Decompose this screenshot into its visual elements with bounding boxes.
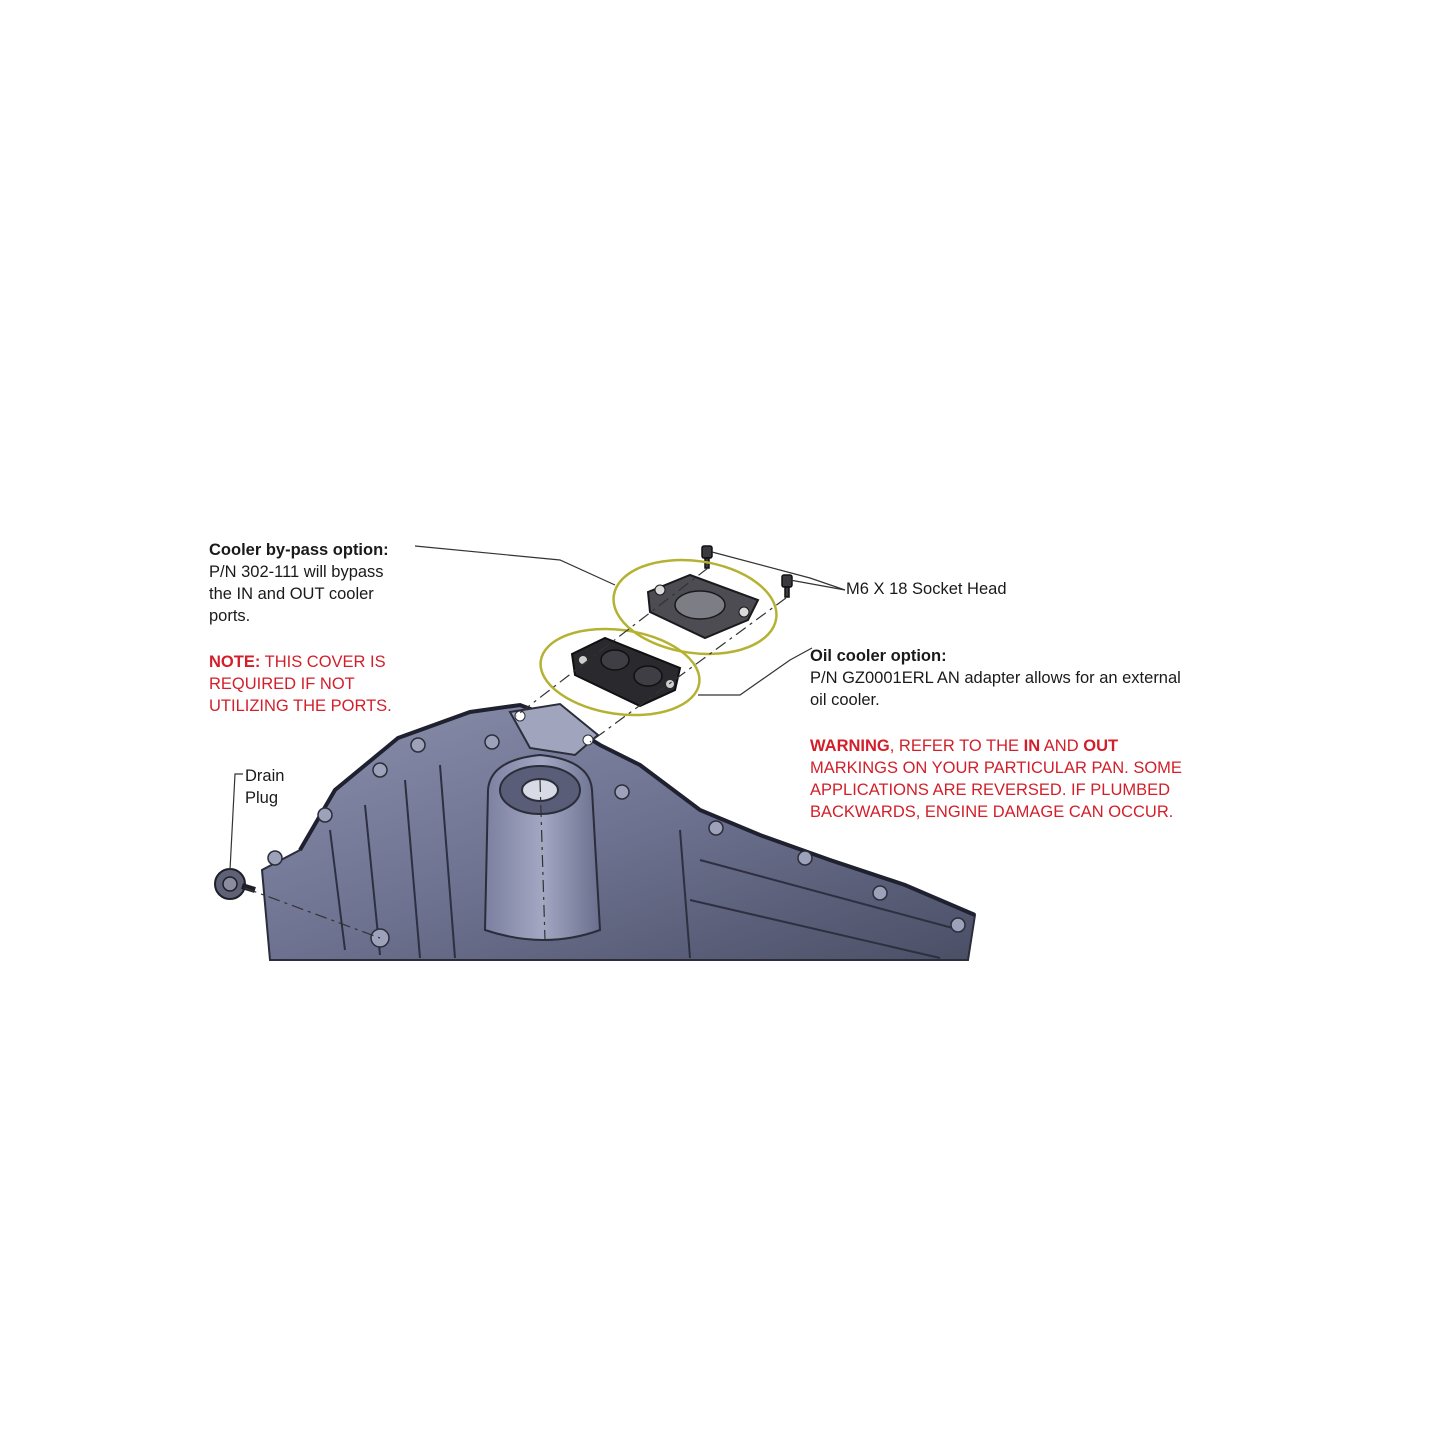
warning-line-4: BACKWARDS, ENGINE DAMAGE CAN OCCUR.	[810, 803, 1174, 821]
warning-prefix: WARNING	[810, 737, 890, 755]
callout-rings	[535, 550, 783, 725]
warning-line-3: APPLICATIONS ARE REVERSED. IF PLUMBED	[810, 781, 1171, 799]
warning-line-2: MARKINGS ON YOUR PARTICULAR PAN. SOME	[810, 759, 1182, 777]
warning-mid-2: AND	[1040, 737, 1084, 755]
warning-mid-1: , REFER TO THE	[889, 737, 1024, 755]
note-line-1-rest: THIS COVER IS	[260, 653, 386, 671]
bypass-option-callout	[209, 539, 389, 627]
oil-cooler-line-1: P/N GZ0001ERL AN adapter allows for an external	[810, 669, 1181, 687]
drain-plug-line-2: Plug	[245, 789, 279, 807]
bypass-line-1: P/N 302-111 will bypass	[209, 563, 384, 581]
oil-cooler-line-2: oil cooler.	[810, 691, 880, 709]
socket-head-callout	[846, 578, 1007, 600]
bypass-title: Cooler by-pass option:	[209, 541, 389, 559]
drain-plug-callout	[245, 765, 284, 809]
warning-callout	[810, 735, 1182, 823]
warning-in: IN	[1023, 737, 1041, 755]
note-line-1	[209, 651, 392, 673]
oil-cooler-option-callout	[810, 645, 1181, 711]
socket-head-label: M6 X 18 Socket Head	[846, 580, 1007, 598]
bypass-cover	[648, 575, 758, 638]
note-callout	[209, 651, 392, 717]
drain-plug	[215, 869, 255, 899]
warning-line-1	[810, 735, 1182, 757]
bypass-line-3: ports.	[209, 607, 251, 625]
warning-out: OUT	[1083, 737, 1119, 755]
bypass-line-2: the IN and OUT cooler	[209, 585, 374, 603]
note-prefix: NOTE:	[209, 653, 261, 671]
note-line-3: UTILIZING THE PORTS.	[209, 697, 392, 715]
drain-plug-line-1: Drain	[245, 767, 285, 785]
oil-cooler-title: Oil cooler option:	[810, 647, 947, 665]
note-line-2: REQUIRED IF NOT	[209, 675, 355, 693]
